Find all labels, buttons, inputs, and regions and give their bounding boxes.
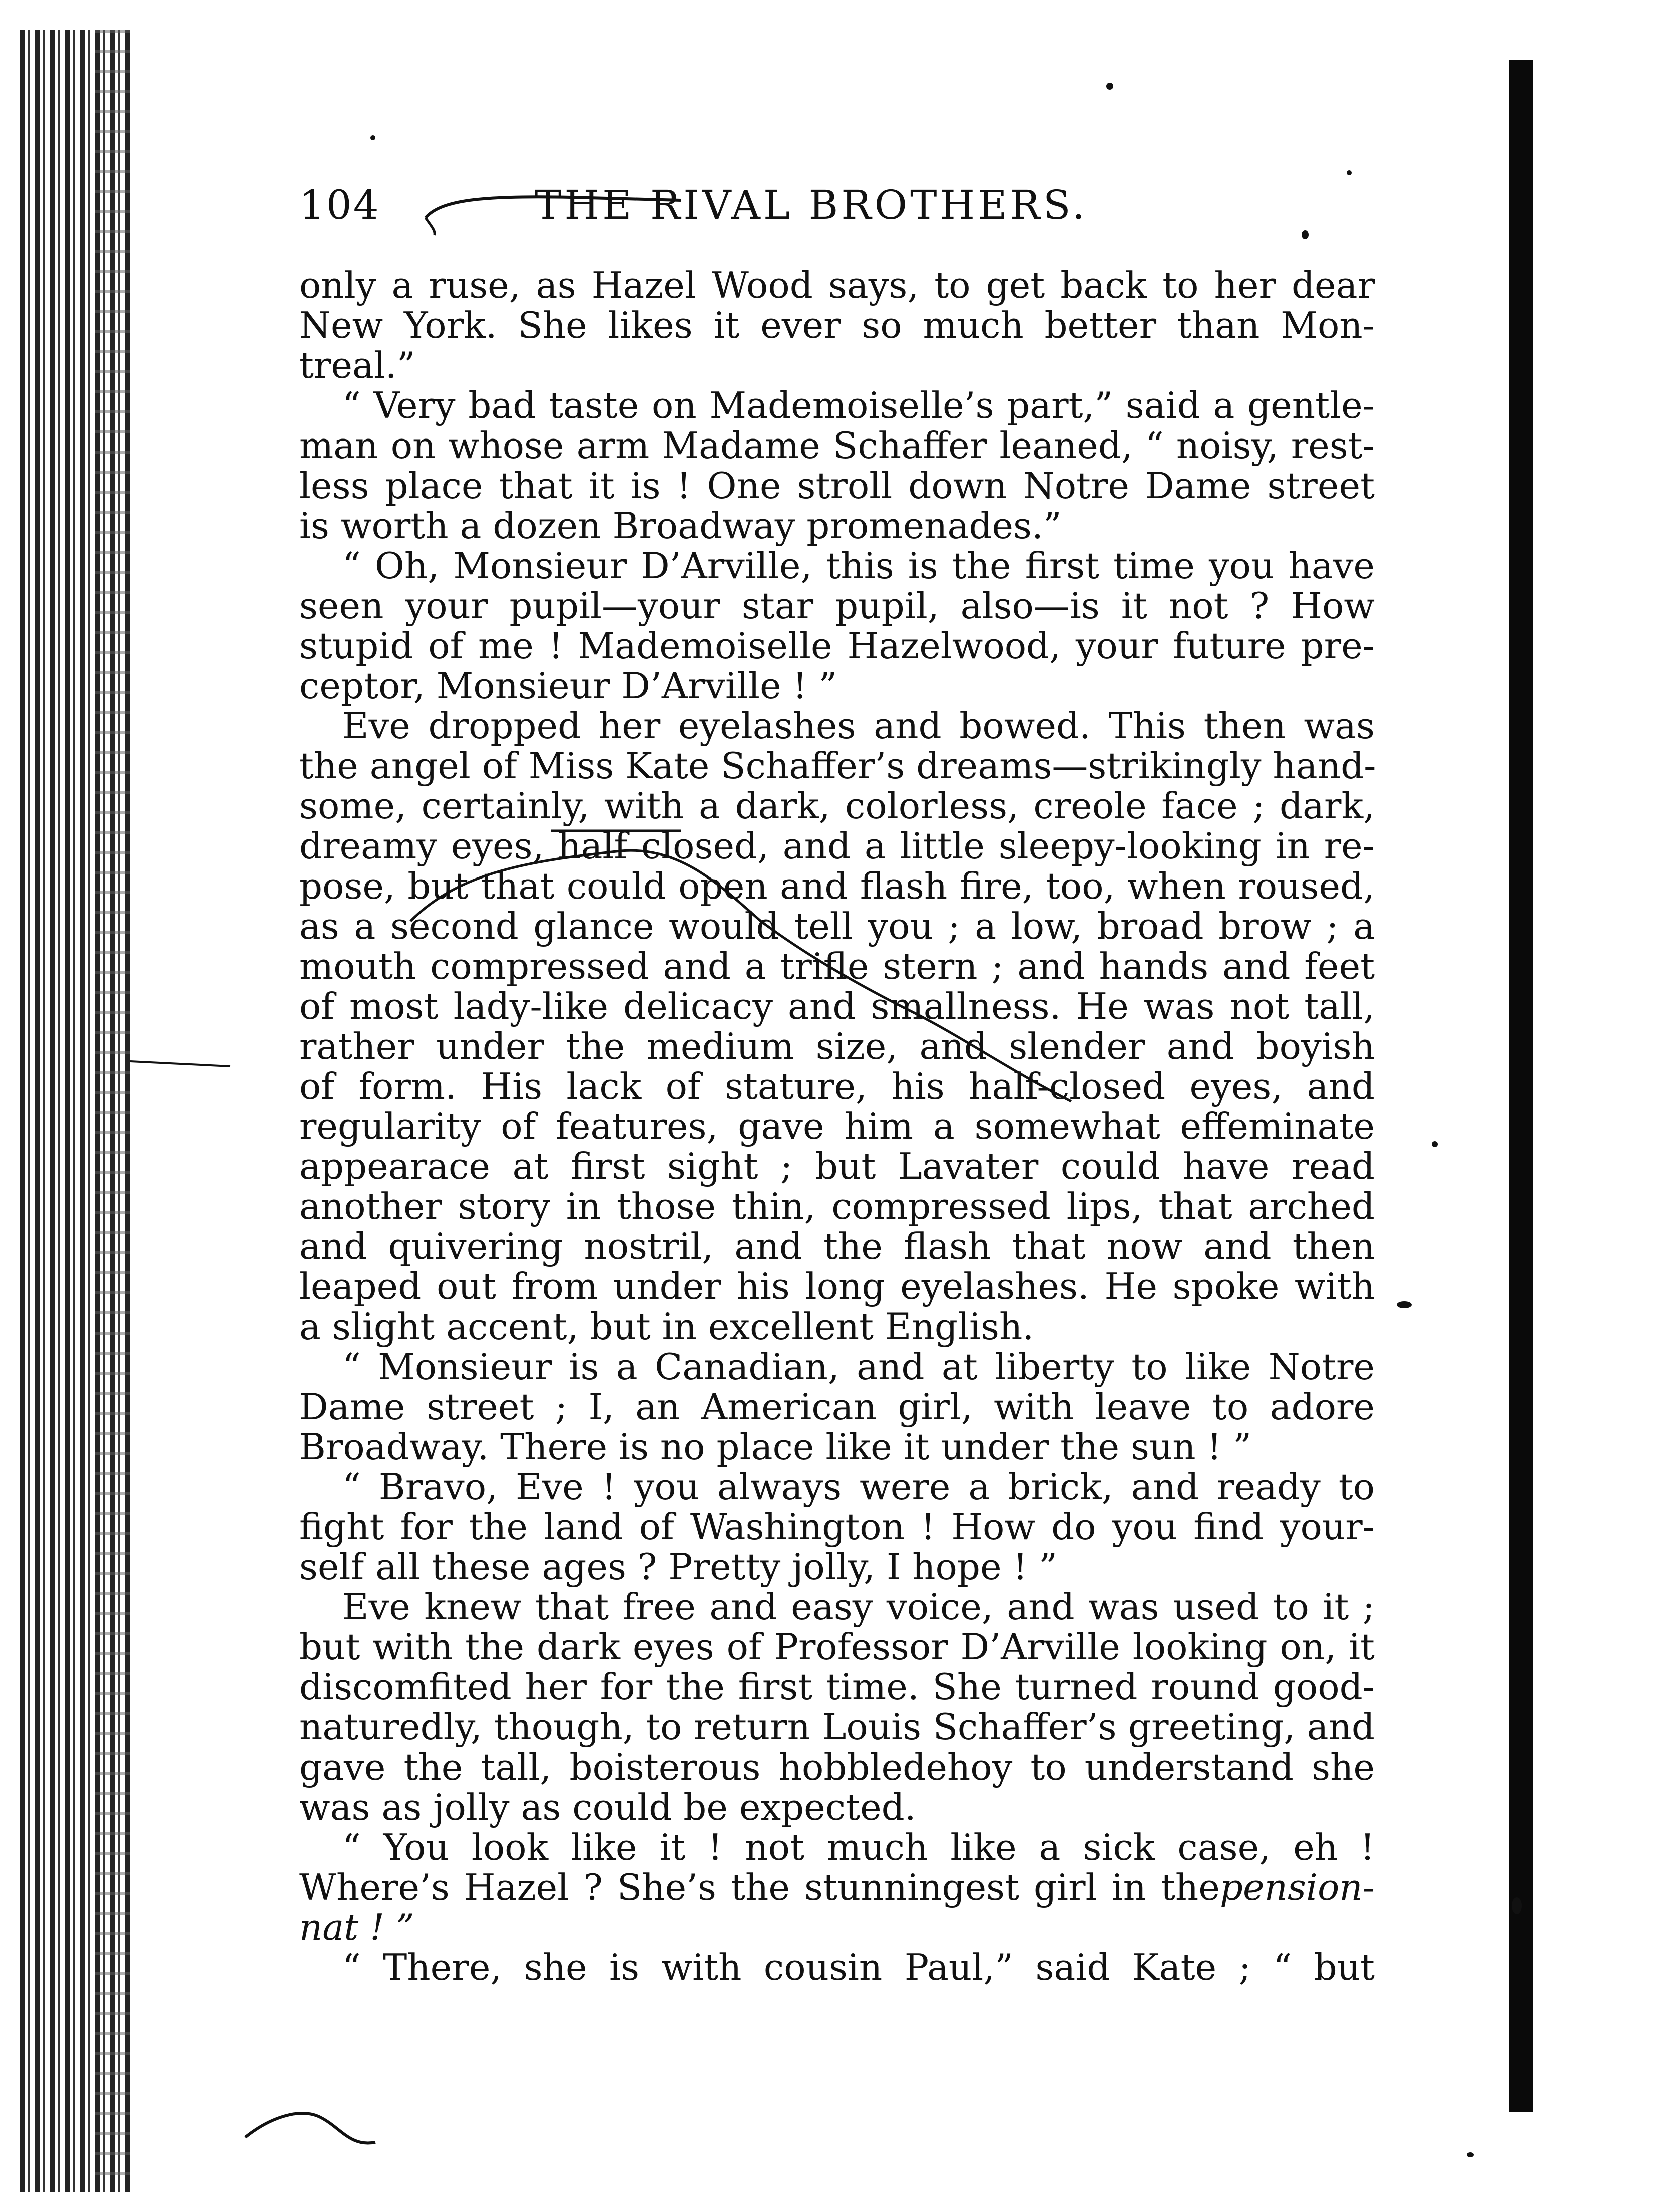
text-line: seen your pupil—your star pupil, also—is it not ? How (299, 585, 1375, 627)
text-line: Eve dropped her eyelashes and bowed. This then was (342, 705, 1375, 747)
text-line: gave the tall, boisterous hobbledehoy to understand she (299, 1746, 1375, 1788)
body-text (299, 265, 1375, 1987)
text-line: Eve knew that free and easy voice, and was used to it ; (342, 1586, 1375, 1628)
text-line: “ Bravo, Eve ! you always were a brick, and ready to (342, 1466, 1375, 1508)
text-line: “ There, she is with cousin Paul,” said Kate ; “ but (342, 1946, 1375, 1988)
text-line: and quivering nostril, and the flash that now and then (299, 1225, 1375, 1267)
text-line: only a ruse, as Hazel Wood says, to get back to her dear (299, 264, 1375, 306)
text-line: a slight accent, but in excellent English. (299, 1305, 1034, 1348)
scanned-binding-edge (20, 30, 130, 2192)
text-line: stupid of me ! Mademoiselle Hazelwood, your future pre- (299, 625, 1375, 667)
text-line: “ Monsieur is a Canadian, and at liberty to like Notre (342, 1346, 1375, 1388)
text-line: another story in those thin, compressed lips, that arched (299, 1185, 1375, 1227)
text-line: appearace at first sight ; but Lavater could have read (299, 1145, 1375, 1187)
text-line: man on whose arm Madame Schaffer leaned, “ noisy, rest- (299, 424, 1375, 467)
text-line: of form. His lack of stature, his half-closed eyes, and (299, 1065, 1375, 1107)
text-line: pose, but that could open and flash fire, too, when roused, (299, 865, 1375, 907)
scan-speck (1512, 1897, 1522, 1914)
text-line: leaped out from under his long eyelashes. He spoke with (299, 1265, 1375, 1307)
text-line: Dame street ; I, an American girl, with leave to adore (299, 1386, 1375, 1428)
book-title: THE RIVAL BROTHERS. (535, 182, 1088, 228)
text-line: regularity of features, gave him a somewhat effeminate (299, 1105, 1375, 1147)
scan-speck (1302, 230, 1309, 239)
text-line: ceptor, Monsieur D’Arville ! ” (299, 665, 837, 707)
text-line: fight for the land of Washington ! How do you find your- (299, 1506, 1375, 1548)
text-line: self all these ages ? Pretty jolly, I hope ! ” (299, 1546, 1058, 1588)
text-line: but with the dark eyes of Professor D’Arville looking on, it (299, 1626, 1375, 1668)
text-line: “ You look like it ! not much like a sick case, eh ! (342, 1826, 1375, 1868)
text-line: discomfited her for the first time. She turned round good- (299, 1666, 1375, 1708)
text-line (299, 1907, 1375, 1947)
text-line: “ Oh, Monsieur D’Arville, this is the first time you have (342, 545, 1375, 587)
text-line: mouth compressed and a trifle stern ; and hands and feet (299, 945, 1375, 987)
scan-speck (1467, 2152, 1474, 2157)
pen-stroke-margin (130, 1056, 240, 1076)
text-line: as a second glance would tell you ; a low, broad brow ; a (299, 905, 1375, 947)
text-line: New York. She likes it ever so much better than Mon- (299, 304, 1375, 346)
scan-speck (1397, 1301, 1412, 1308)
text-line: the angel of Miss Kate Schaffer’s dreams—strikingly hand- (299, 745, 1376, 787)
scan-speck (1347, 170, 1352, 175)
italic-word: nat ! ” (299, 1906, 414, 1948)
text-line: rather under the medium size, and slender and boyish (299, 1025, 1375, 1067)
page-number: 104 (299, 182, 380, 228)
scan-speck (1106, 83, 1113, 90)
scanned-page-edge (1509, 60, 1533, 2112)
text-line: dreamy eyes, half closed, and a little sleepy-looking in re- (299, 825, 1375, 867)
text-line: is worth a dozen Broadway promenades.” (299, 505, 1062, 547)
pen-stroke-header (421, 180, 701, 240)
text-line: treal.” (299, 344, 415, 386)
text-line: some, certainly, with a dark, colorless, creole face ; dark, (299, 785, 1375, 827)
text-line (299, 1867, 1375, 1907)
italic-word: pension- (1219, 1866, 1375, 1908)
scan-speck (370, 135, 375, 140)
text-line: was as jolly as could be expected. (299, 1786, 916, 1828)
text-line-main: Where’s Hazel ? She’s the stunningest girl in the (299, 1866, 1220, 1908)
text-line: “ Very bad taste on Mademoiselle’s part,” said a gentle- (342, 384, 1375, 426)
text-line: less place that it is ! One stroll down Notre Dame street (299, 465, 1375, 507)
text-line: naturedly, though, to return Louis Schaffer’s greeting, and (299, 1706, 1375, 1748)
text-line: of most lady-like delicacy and smallness. He was not tall, (299, 985, 1375, 1027)
pen-stroke-bottom (240, 2107, 380, 2157)
scan-speck (1432, 1141, 1438, 1147)
text-line: Broadway. There is no place like it under the sun ! ” (299, 1426, 1252, 1468)
